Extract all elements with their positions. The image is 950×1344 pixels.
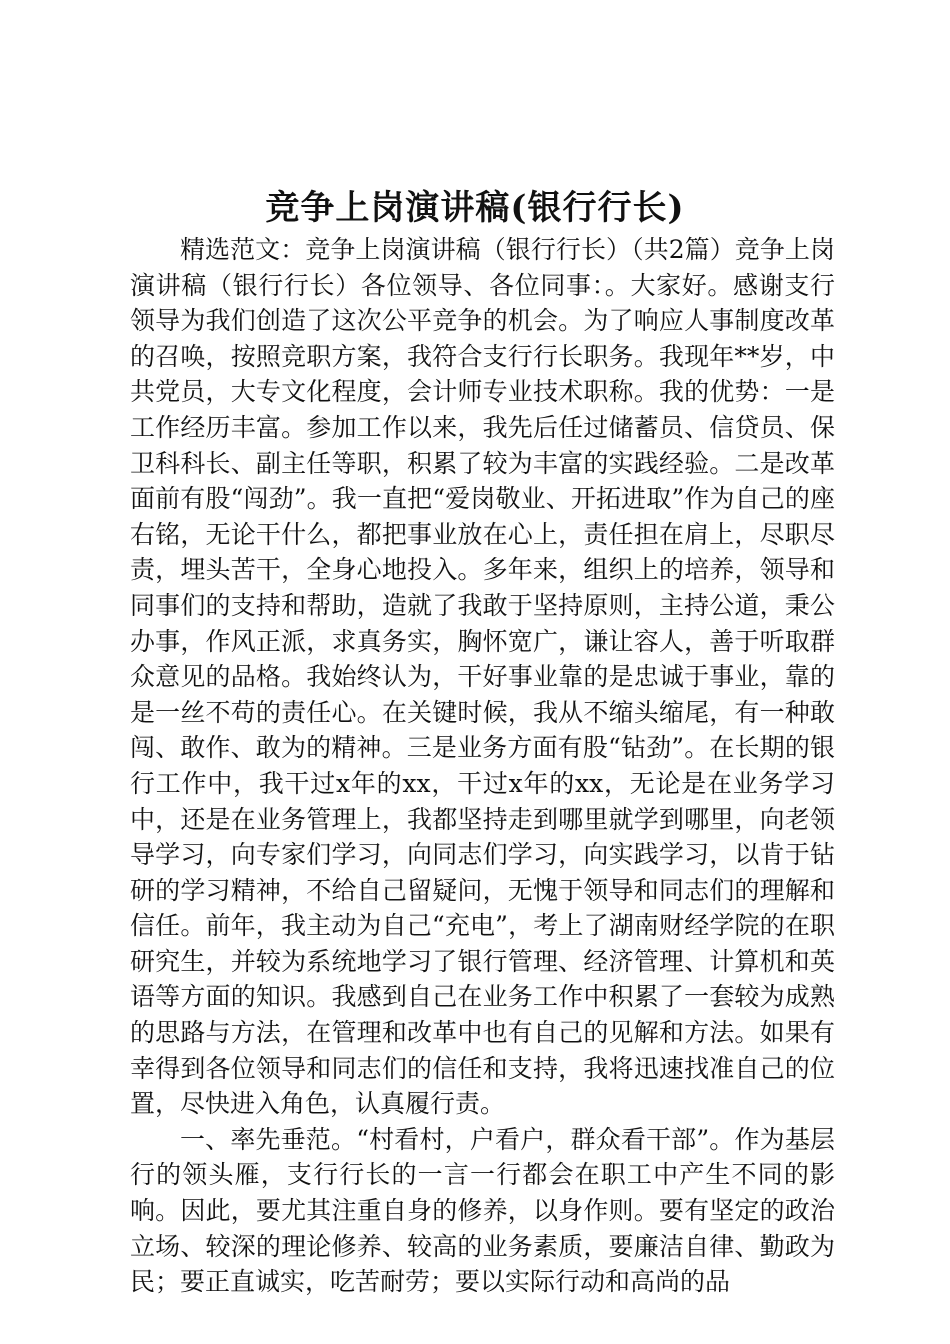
document-title: 竞争上岗演讲稿(银行行长) [265,188,685,228]
paragraph: 精选范文：竞争上岗演讲稿（银行行长）（共2篇）竞争上岗演讲稿（银行行长）各位领导、各位同事：。大家好。感谢支行领导为我们创造了这次公平竞争的机会。为了响应人事制度改革的召唤，按照竞职方案，我符合支行行长职务。我现年**岁，中共党员，大专文化程度，会计师专业技术职称。我的优势：一是工作经历丰富。参加工作以来，我先后任过储蓄员、信贷员、保卫科科长、副主任等职，积累了较为丰富的实践经验。二是改革面前有股“闯劲”。我一直把“爱岗敬业、开拓进取”作为自己的座右铭，无论干什么，都把事业放在心上，责任担在肩上，尽职尽责，埋头苦干，全身心地投入。多年来，组织上的培养，领导和同事们的支持和帮助，造就了我敢于坚持原则，主持公道，秉公办事，作风正派，求真务实，胸怀宽广，谦让容人，善于听取群众意见的品格。我始终认为，干好事业靠的是忠诚于事业，靠的是一丝不苟的责任心。在关键时候，我从不缩头缩尾，有一种敢闯、敢作、敢为的精神。三是业务方面有股“钻劲”。在长期的银行工作中，我干过x年的xx，干过x年的xx，无论是在业务学习中，还是在业务管理上，我都坚持走到哪里就学到哪里，向老领导学习，向专家们学习，向同志们学习，向实践学习，以肯于钻研的学习精神，不给自己留疑问，无愧于领导和同志们的理解和信任。前年，我主动为自己“充电”，考上了湖南财经学院的在职研究生，并较为系统地学习了银行管理、经济管理、计算机和英语等方面的知识。我感到自己在业务工作中积累了一套较为成熟的思路与方法，在管理和改革中也有自己的见解和方法。如果有幸得到各位领导和同志们的信任和支持，我将迅速找准自己的位置，尽快进入角色，认真履行责。 [130,235,835,1119]
paragraph: 一、率先垂范。“村看村，户看户，群众看干部”。作为基层行的领头雁，支行行长的一言一行都会在职工中产生不同的影响。因此，要尤其注重自身的修养，以身作则。要有坚定的政治立场、较深的理论修养、较高的业务素质，要廉洁自律、勤政为民；要正直诚实，吃苦耐劳；要以实际行动和高尚的品 [130,1124,835,1297]
document-body [130,232,835,1300]
